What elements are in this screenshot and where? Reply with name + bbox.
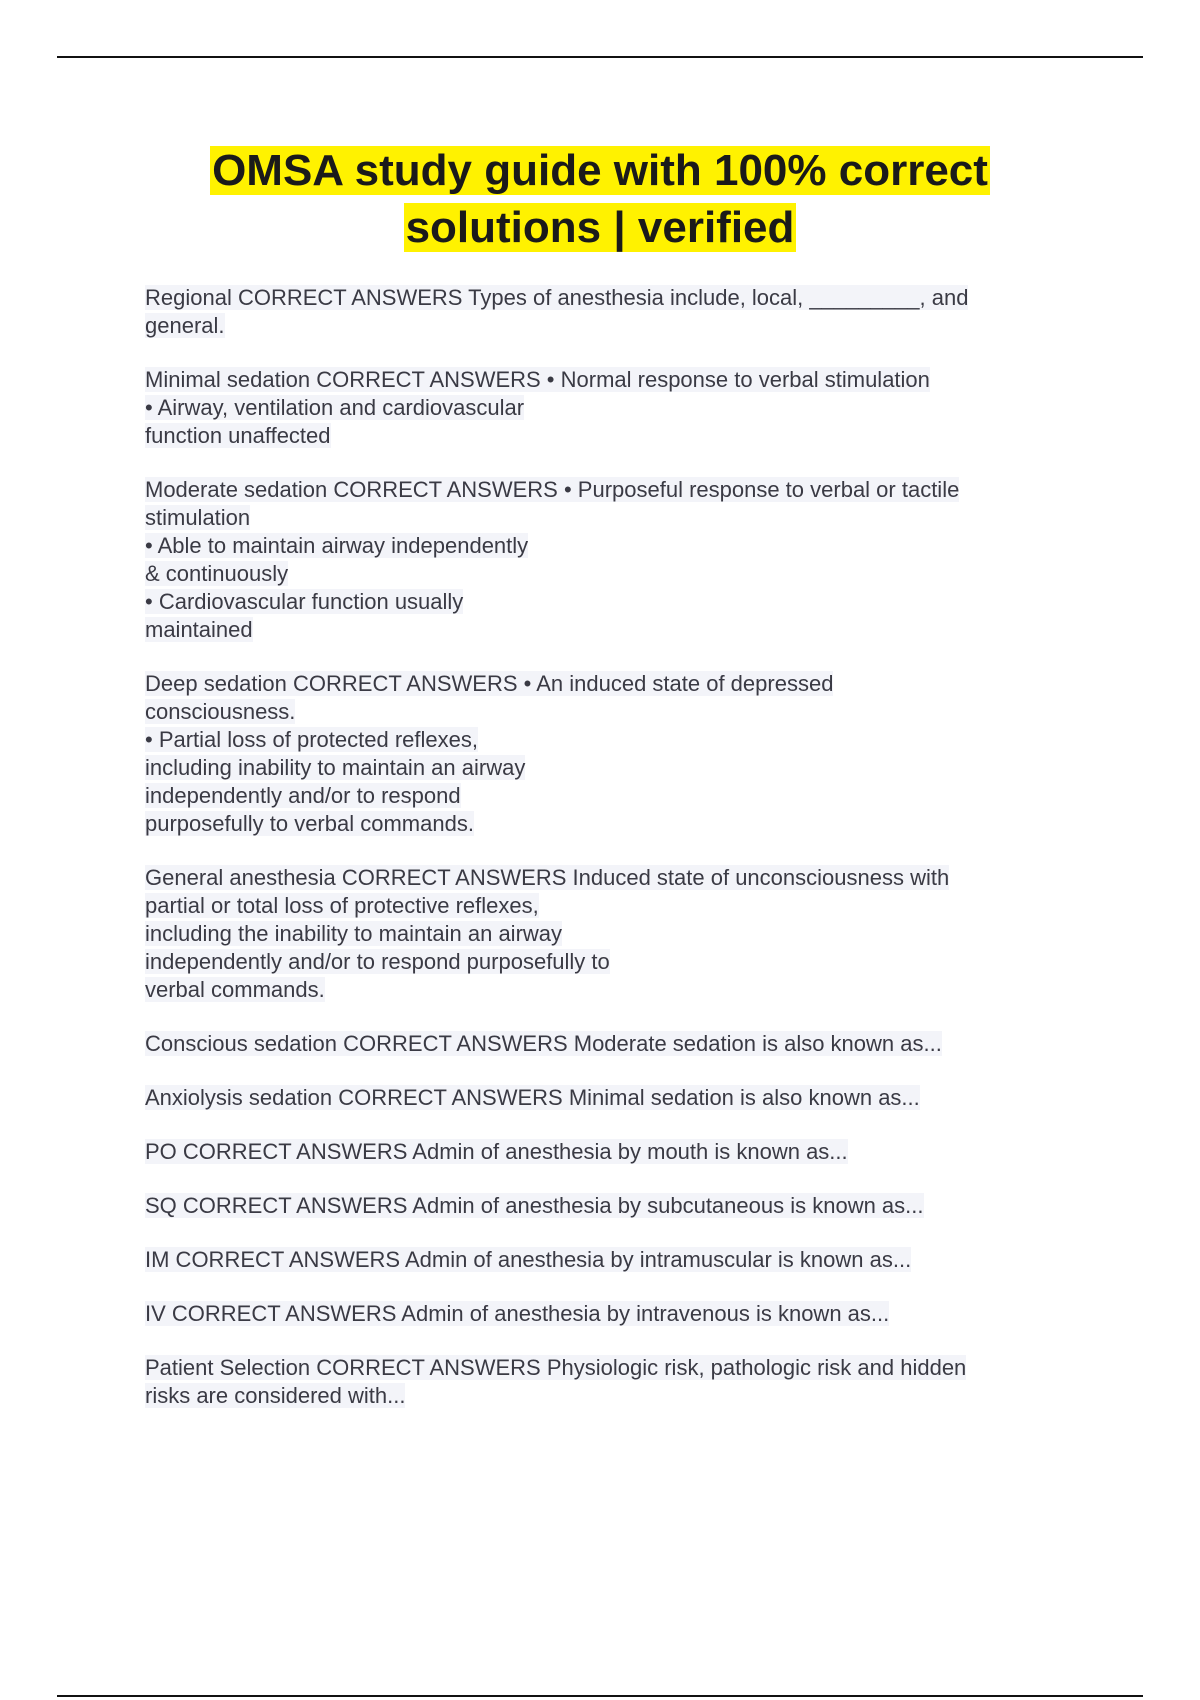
qa-list xyxy=(145,284,1075,1436)
top-rule xyxy=(57,56,1143,58)
qa-line xyxy=(145,366,1075,394)
qa-line-text: Patient Selection CORRECT ANSWERS Physiologic risk, pathologic risk and hidden xyxy=(145,1355,967,1380)
qa-line xyxy=(145,810,1075,838)
bottom-rule xyxy=(57,1695,1143,1697)
qa-line-text: including inability to maintain an airway xyxy=(145,755,526,780)
qa-line-text: • Cardiovascular function usually xyxy=(145,589,464,614)
qa-entry xyxy=(145,1246,1075,1274)
qa-line-text: • Partial loss of protected reflexes, xyxy=(145,727,478,752)
page-title xyxy=(80,142,1120,256)
qa-line xyxy=(145,920,1075,948)
qa-line-text: partial or total loss of protective reflexes, xyxy=(145,893,539,918)
qa-line xyxy=(145,1382,1075,1410)
qa-line-text: stimulation xyxy=(145,505,251,530)
qa-line xyxy=(145,1354,1075,1382)
qa-entry xyxy=(145,1138,1075,1166)
qa-line xyxy=(145,588,1075,616)
qa-line xyxy=(145,698,1075,726)
qa-line-text: Minimal sedation CORRECT ANSWERS • Normal response to verbal stimulation xyxy=(145,367,930,392)
qa-line xyxy=(145,754,1075,782)
qa-line-text: • Airway, ventilation and cardiovascular xyxy=(145,395,525,420)
qa-entry xyxy=(145,366,1075,450)
qa-line-text: General anesthesia CORRECT ANSWERS Induced state of unconsciousness with xyxy=(145,865,950,890)
qa-line-text: independently and/or to respond purposefully to xyxy=(145,949,610,974)
qa-line-text: & continuously xyxy=(145,561,289,586)
qa-entry xyxy=(145,1030,1075,1058)
qa-line xyxy=(145,560,1075,588)
qa-line xyxy=(145,1138,1075,1166)
qa-line-text: Moderate sedation CORRECT ANSWERS • Purposeful response to verbal or tactile xyxy=(145,477,960,502)
qa-entry xyxy=(145,284,1075,340)
qa-line-text: IM CORRECT ANSWERS Admin of anesthesia by intramuscular is known as... xyxy=(145,1247,912,1272)
qa-line xyxy=(145,1030,1075,1058)
qa-line xyxy=(145,422,1075,450)
qa-line xyxy=(145,1192,1075,1220)
qa-line-text: Anxiolysis sedation CORRECT ANSWERS Minimal sedation is also known as... xyxy=(145,1085,920,1110)
qa-entry xyxy=(145,1354,1075,1410)
qa-line xyxy=(145,616,1075,644)
qa-line xyxy=(145,1300,1075,1328)
qa-entry xyxy=(145,1300,1075,1328)
qa-line-text: including the inability to maintain an airway xyxy=(145,921,563,946)
qa-line-text: risks are considered with... xyxy=(145,1383,406,1408)
qa-line xyxy=(145,948,1075,976)
qa-line xyxy=(145,284,1075,312)
qa-line-text: Regional CORRECT ANSWERS Types of anesthesia include, local, _________, and xyxy=(145,285,969,310)
qa-line xyxy=(145,1246,1075,1274)
qa-line xyxy=(145,394,1075,422)
qa-line xyxy=(145,976,1075,1004)
qa-line xyxy=(145,532,1075,560)
qa-entry xyxy=(145,864,1075,1004)
qa-line-text: verbal commands. xyxy=(145,977,325,1002)
qa-line-text: Deep sedation CORRECT ANSWERS • An induced state of depressed xyxy=(145,671,834,696)
title-line-1: OMSA study guide with 100% correct xyxy=(212,146,988,195)
qa-entry xyxy=(145,670,1075,838)
qa-line-text: SQ CORRECT ANSWERS Admin of anesthesia by subcutaneous is known as... xyxy=(145,1193,924,1218)
qa-line xyxy=(145,892,1075,920)
qa-line-text: IV CORRECT ANSWERS Admin of anesthesia by intravenous is known as... xyxy=(145,1301,890,1326)
qa-line-text: general. xyxy=(145,313,225,338)
qa-line xyxy=(145,670,1075,698)
qa-line-text: independently and/or to respond xyxy=(145,783,461,808)
qa-line-text: maintained xyxy=(145,617,253,642)
qa-line xyxy=(145,476,1075,504)
qa-line xyxy=(145,1084,1075,1112)
qa-line-text: purposefully to verbal commands. xyxy=(145,811,474,836)
qa-line xyxy=(145,782,1075,810)
qa-entry xyxy=(145,1192,1075,1220)
qa-line xyxy=(145,312,1075,340)
qa-line-text: PO CORRECT ANSWERS Admin of anesthesia by mouth is known as... xyxy=(145,1139,848,1164)
qa-line xyxy=(145,864,1075,892)
qa-line xyxy=(145,726,1075,754)
title-line-2: solutions | verified xyxy=(405,203,795,252)
qa-line xyxy=(145,504,1075,532)
qa-line-text: function unaffected xyxy=(145,423,331,448)
qa-line-text: Conscious sedation CORRECT ANSWERS Moderate sedation is also known as... xyxy=(145,1031,942,1056)
qa-entry xyxy=(145,476,1075,644)
qa-entry xyxy=(145,1084,1075,1112)
qa-line-text: • Able to maintain airway independently xyxy=(145,533,529,558)
qa-line-text: consciousness. xyxy=(145,699,296,724)
